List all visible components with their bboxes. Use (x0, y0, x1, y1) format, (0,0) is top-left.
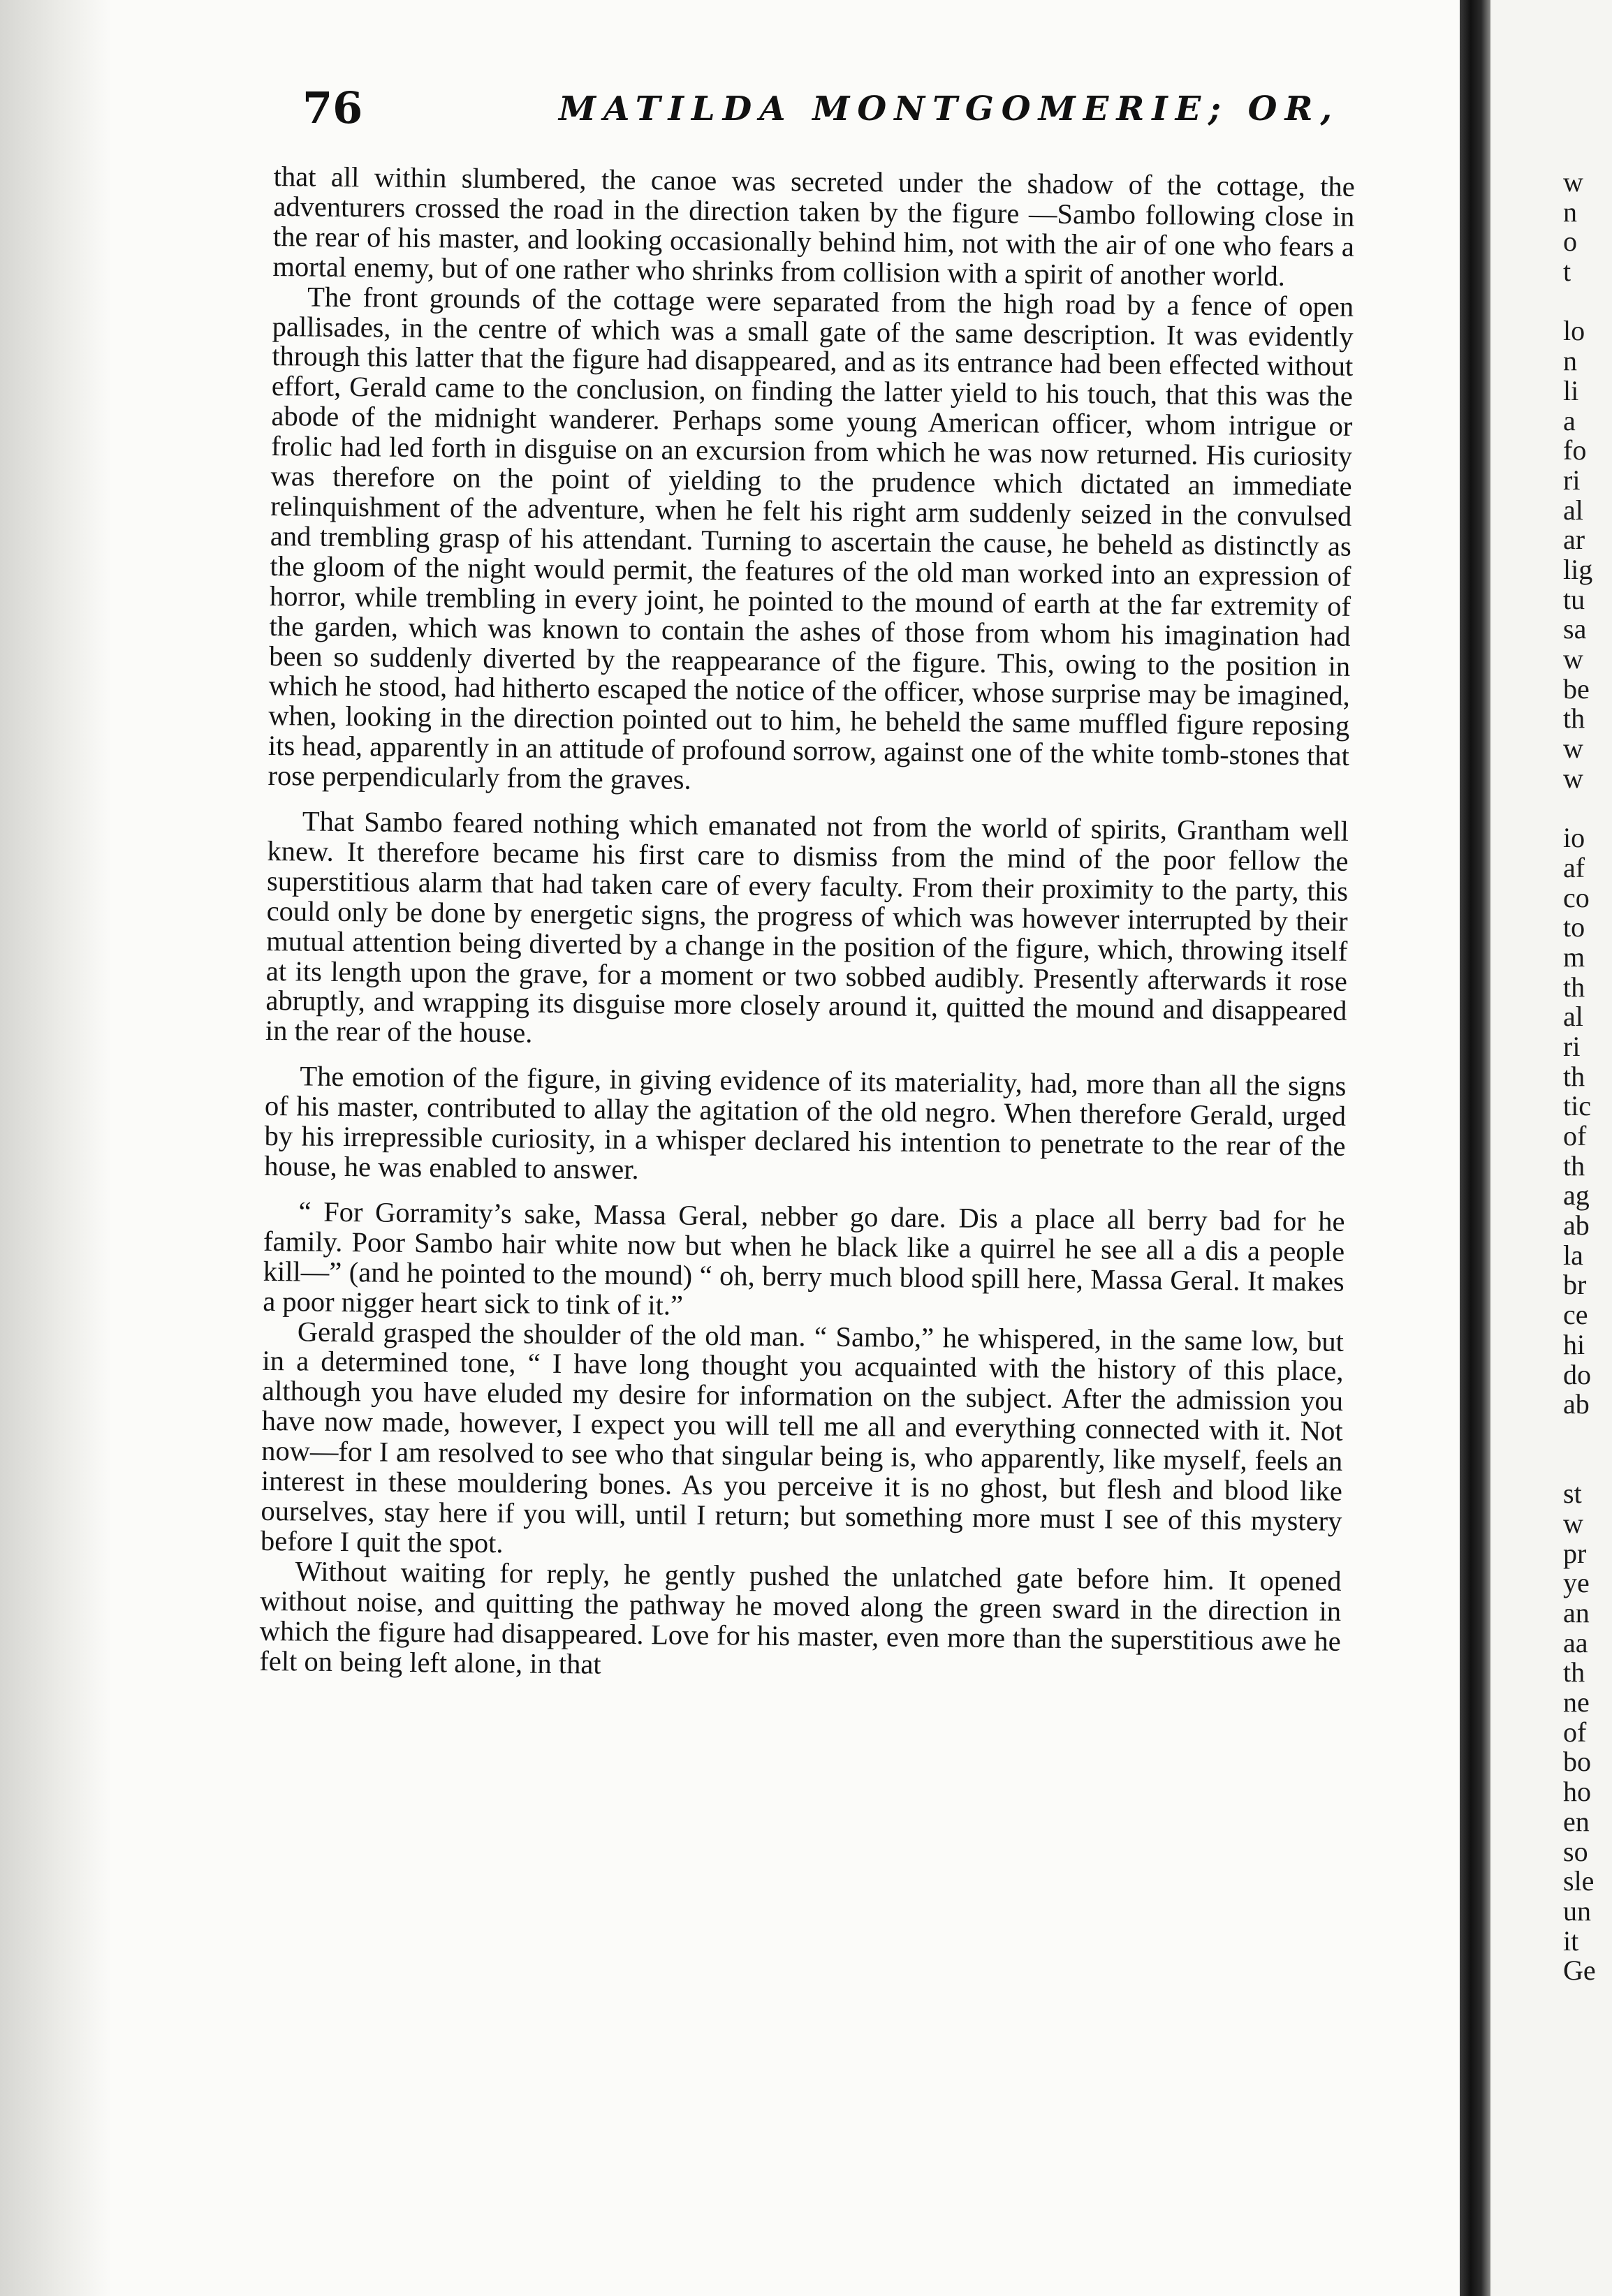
facing-page-fragment: al (1563, 1001, 1583, 1033)
facing-page-fragment: w (1563, 762, 1583, 794)
facing-page-fragment: th (1563, 1060, 1585, 1092)
facing-page-fragment: af (1563, 851, 1585, 883)
facing-page-fragment: pr (1563, 1537, 1587, 1569)
facing-page-fragment: ri (1563, 1030, 1581, 1062)
facing-page-fragment: fo (1563, 434, 1587, 466)
paragraph-7: Without waiting for reply, he gently pushed the unlatched gate before him. It opened without noise, and quitting the pathway he moved along the green sward in the direction in which the figure had disappeared. Love for his master, even more than the superstitious awe he felt on being left alone, in that (259, 1555, 1342, 1680)
book-spine-shadow (1460, 0, 1490, 2296)
facing-page-fragment: tu (1563, 583, 1585, 615)
facing-page-fragment: m (1563, 941, 1585, 973)
facing-page-fragment (1563, 287, 1612, 317)
left-page-margin-shadow (0, 0, 112, 2296)
facing-page-fragment: th (1563, 1656, 1585, 1688)
paragraph-2: The front grounds of the cottage were separated from the high road by a fence of open pallisades, in the centre of which was a small gate of the same description. It was evidently through this latter that the figure had disappeared, and as its entrance had been effected without effort, Gerald came to the conclusion, on finding the latter yield to his touch, that this was the abode of the midnight wanderer. Perhaps some young American officer, whom intrigue or frolic had led forth in disguise on an excursion from which he was now returned. His curiosity was therefore on the point of yielding to the prudence which dictated an immediate relinquishment of the adventure, when he felt his right arm suddenly seized in the convulsed and trembling grasp of his attendant. Turning to ascertain the cause, he beheld as distinctly as the gloom of the night would permit, the features of the old man worked into an expression of horror, while trembling in every joint, he pointed to the mound of earth at the far extremity of the garden, which was known to contain the ashes of those from whom his imagination had been so suddenly diverted by the reappearance of the figure. This, owing to the position in which he stood, had hitherto escaped the notice of the officer, whose surprise may be imagined, when, looking in the direction pointed out to him, he beheld the same muffled figure reposing its head, apparently in an attitude of profound sorrow, against one of the white tomb-stones that rose perpendicularly from the graves. (268, 281, 1354, 795)
facing-page-fragment: of (1563, 1716, 1587, 1748)
facing-page-fragment: w (1563, 1507, 1583, 1539)
facing-page-fragment: tic (1563, 1090, 1591, 1122)
facing-page-fragment: lo (1563, 315, 1585, 347)
facing-page-fragment: ri (1563, 464, 1581, 496)
paragraph-5: “ For Gorramity’s sake, Massa Geral, nebber go dare. Dis a place all berry bad for he family. Poor Sambo hair white now but when he black like a quirrel he see all a dis a people kill—” (and he pointed to the mound) “ oh, berry much blood spill here, Massa Geral. It makes a poor nigger heart sick to tink of it.” (263, 1195, 1345, 1321)
running-head-text: MATILDA MONTGOMERIE; OR, (559, 89, 1340, 128)
facing-page-fragment: aa (1563, 1626, 1588, 1658)
facing-page-fragment: n (1563, 345, 1577, 377)
facing-page-text-fragments (1563, 168, 1612, 1986)
facing-page-fragment: lig (1563, 553, 1593, 585)
paragraph-3: That Sambo feared nothing which emanated not from the world of spirits, Grantham well knew. It therefore became his first care to dismiss from the mind of the poor fellow the superstitious alarm that had taken care of every faculty. From their proximity to the party, this could only be done by energetic signs, the progress of which was however interrupted by their mutual attention being diverted by a change in the position of the figure, which, throwing itself at its length upon the grave, for a moment or two sobbed audibly. Presently afterwards it rose abruptly, and wrapping its disguise more closely around it, quitted the mound and disappeared in the rear of the house. (265, 805, 1349, 1049)
facing-page-fragment: th (1563, 702, 1585, 735)
facing-page-fragment: sle (1563, 1865, 1595, 1897)
facing-page-fragment: un (1563, 1894, 1591, 1927)
facing-page-fragment: st (1563, 1478, 1582, 1510)
facing-page-fragment: sa (1563, 613, 1587, 645)
facing-page-fragment: la (1563, 1239, 1583, 1271)
facing-page-fragment: bo (1563, 1746, 1591, 1778)
facing-page-fragment: be (1563, 672, 1590, 705)
facing-page-fragment: to (1563, 911, 1585, 943)
facing-page-fragment: w (1563, 733, 1583, 765)
facing-page-fragment: of (1563, 1120, 1587, 1151)
facing-page-fragment: ar (1563, 524, 1585, 556)
facing-page-fragment: ag (1563, 1179, 1590, 1212)
facing-page-fragment: th (1563, 1149, 1585, 1182)
facing-page-fragment: w (1563, 643, 1583, 675)
facing-page-fragment: ab (1563, 1209, 1590, 1242)
facing-page-fragment: w (1563, 166, 1583, 198)
facing-page-fragment: t (1563, 256, 1571, 288)
running-head (300, 89, 1362, 128)
page-body-text (259, 162, 1355, 1686)
facing-page-fragment: Ge (1563, 1955, 1596, 1987)
facing-page-fragment: ne (1563, 1686, 1590, 1719)
paragraph-1: that all within slumbered, the canoe was secreted under the shadow of the cottage, the adventurers crossed the road in the direction taken by the figure —Sambo following close in the rear of his master, and looking occasionally behind him, not with the air of one who fears a mortal enemy, but of one rather who shrinks from collision with a spirit of another world. (272, 161, 1355, 292)
facing-page-fragment: al (1563, 494, 1583, 526)
facing-page-fragment: a (1563, 404, 1576, 436)
facing-page-fragment: o (1563, 226, 1577, 258)
facing-page-fragment: ce (1563, 1299, 1588, 1331)
facing-page-fragment: ho (1563, 1776, 1591, 1808)
facing-page-fragment (1563, 1450, 1612, 1480)
facing-page-fragment: it (1563, 1925, 1579, 1957)
facing-page-fragment: hi (1563, 1328, 1585, 1360)
facing-page-fragment: li (1563, 374, 1579, 406)
facing-page-fragment: ab (1563, 1388, 1590, 1420)
facing-page-fragment (1563, 793, 1612, 823)
facing-page-fragment: co (1563, 881, 1590, 913)
facing-page-fragment (1563, 1420, 1612, 1450)
page-number: 76 (302, 82, 363, 133)
paragraph-4: The emotion of the figure, in giving evidence of its materiality, had, more than all the signs of his master, contributed to allay the agitation of the old negro. When therefore Gerald, urged by his irrepressible curiosity, in a whisper declared his intention to penetrate to the rear of the house, he was enabled to answer. (263, 1060, 1347, 1186)
facing-page-fragment: th (1563, 971, 1585, 1003)
facing-page-fragment: do (1563, 1358, 1591, 1390)
facing-page-fragment: an (1563, 1597, 1590, 1628)
facing-page-fragment: so (1563, 1835, 1588, 1867)
facing-page-fragment: io (1563, 822, 1585, 854)
facing-page-fragment: n (1563, 196, 1577, 228)
facing-page-fragment: ye (1563, 1567, 1590, 1599)
facing-page-fragment: br (1563, 1269, 1587, 1301)
paragraph-6: Gerald grasped the shoulder of the old man. “ Sambo,” he whispered, in the same low, but in a determined tone, “ I have long thought you acquainted with the history of this place, although you have eluded my desire for information on the subject. After the admission you have now made, however, I expect you will tell me all and everything connected with it. Not now—for I am resolved to see who that singular being is, who apparently, like myself, feels an interest in these mouldering bones. As you perceive it is no ghost, but flesh and blood like ourselves, stay here if you will, until I return; but something more must I see of this mystery before I quit the spot. (260, 1315, 1344, 1559)
facing-page-fragment: en (1563, 1805, 1590, 1837)
